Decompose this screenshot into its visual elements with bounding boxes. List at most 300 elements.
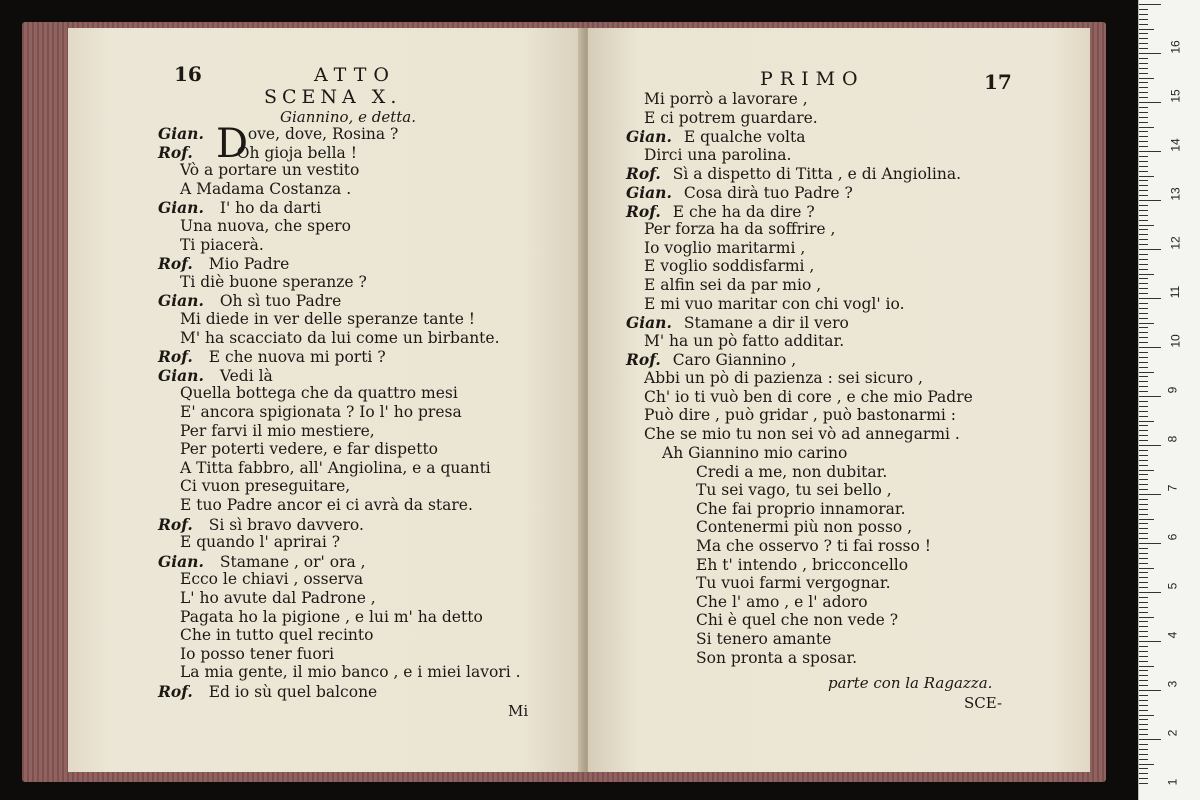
- right-catchword: SCE-: [964, 694, 1003, 712]
- ruler-tick: [1139, 303, 1148, 304]
- verse-line: [180, 608, 483, 626]
- ruler-tick: [1139, 293, 1148, 294]
- verse-text: Pagata ho la pigione , e lui m' ha detto: [180, 607, 483, 626]
- verse-text: Dirci una parolina.: [644, 145, 792, 164]
- ruler-tick: [1139, 474, 1148, 475]
- ruler-tick: [1139, 53, 1161, 54]
- ruler-tick: [1139, 553, 1148, 554]
- ruler-tick: [1139, 430, 1148, 431]
- speaker-label: Gian.: [626, 313, 672, 333]
- verse-line: [180, 663, 521, 681]
- drop-cap: D: [216, 121, 249, 167]
- ruler-tick: [1139, 156, 1148, 157]
- ruler-tick: [1139, 538, 1148, 539]
- ruler-tick: [1139, 450, 1148, 451]
- ruler-number: 13: [1168, 187, 1183, 201]
- verse-line: [180, 329, 500, 347]
- ruler-number: 14: [1168, 138, 1183, 152]
- ruler-tick: [1139, 479, 1148, 480]
- speaker-label: Rof.: [158, 682, 193, 701]
- ruler-tick: [1139, 666, 1154, 667]
- ruler-number: 3: [1165, 680, 1180, 688]
- ruler-tick: [1139, 739, 1161, 740]
- ruler-number: 7: [1165, 484, 1180, 492]
- ruler-tick: [1139, 327, 1148, 328]
- ruler-tick: [1139, 519, 1154, 520]
- ruler-tick: [1139, 470, 1154, 471]
- ruler-tick: [1139, 514, 1148, 515]
- ruler-tick: [1139, 362, 1148, 363]
- speaker-label: Gian.: [158, 198, 204, 218]
- ruler-tick: [1139, 621, 1148, 622]
- verse-text: Si sì bravo davvero.: [208, 515, 364, 534]
- ruler-tick: [1139, 548, 1148, 549]
- verse-text: Ch' io ti vuò ben di core , e che mio Padre: [644, 387, 973, 406]
- verse-text: E' ancora spigionata ? Io l' ho presa: [180, 403, 462, 421]
- ruler-tick: [1139, 396, 1161, 397]
- ruler-tick: [1139, 308, 1148, 309]
- verse-text: A Madama Costanza .: [180, 179, 352, 198]
- ruler-tick: [1139, 372, 1154, 373]
- verse-text: La mia gente, il mio banco , e i miei lavori .: [180, 663, 521, 682]
- verse-line: [158, 515, 364, 534]
- ruler-tick: [1139, 607, 1148, 608]
- verse-line: [158, 291, 341, 310]
- verse-text: Per farvi il mio mestiere,: [180, 421, 375, 440]
- ruler-tick: [1139, 342, 1148, 343]
- ruler-tick: [1139, 171, 1148, 172]
- ruler-tick: [1139, 259, 1148, 260]
- ruler-tick: [1139, 332, 1148, 333]
- ruler-tick: [1139, 131, 1148, 132]
- ruler-tick: [1139, 274, 1154, 275]
- ruler-tick: [1139, 136, 1148, 137]
- show-through-text: [368, 178, 373, 196]
- ruler-number: 9: [1165, 386, 1180, 394]
- verse-text: Io voglio maritarmi ,: [644, 238, 806, 257]
- left-running-head: ATTO: [314, 64, 396, 86]
- verse-text: Ecco le chiavi , osserva: [180, 570, 364, 589]
- verse-text: Stamane , or' ora ,: [219, 552, 366, 571]
- ruler-tick: [1139, 587, 1148, 588]
- ruler-tick: [1139, 602, 1148, 603]
- ruler-tick: [1139, 24, 1148, 25]
- verse-text: E voglio soddisfarmi ,: [644, 257, 815, 276]
- verse-text: E mi vuo maritar con chi vogl' io.: [644, 294, 905, 313]
- ruler-tick: [1139, 254, 1148, 255]
- ruler-tick: [1139, 82, 1148, 83]
- ruler-tick: [1139, 778, 1148, 779]
- verse-text: Mi porrò a lavorare ,: [644, 90, 808, 108]
- ruler-tick: [1139, 337, 1148, 338]
- ruler-tick: [1139, 112, 1148, 113]
- ruler-tick: [1139, 19, 1148, 20]
- verse-line: [644, 295, 905, 313]
- ruler-tick: [1139, 646, 1148, 647]
- verse-line: [644, 257, 814, 275]
- ruler-tick: [1139, 264, 1148, 265]
- ruler-tick: [1139, 29, 1154, 30]
- verse-line: [180, 477, 350, 495]
- speaker-label: Rof.: [158, 347, 193, 367]
- ruler-tick: [1139, 146, 1148, 147]
- verse-text: E qualche volta: [683, 128, 806, 147]
- ruler-tick: [1139, 205, 1148, 206]
- ruler-tick: [1139, 391, 1148, 392]
- speaker-label: Rof.: [626, 164, 661, 184]
- ruler-tick: [1139, 528, 1148, 529]
- verse-line: [180, 161, 359, 179]
- verse-text: E alfin sei da par mio ,: [644, 276, 822, 294]
- ruler-tick: [1139, 749, 1148, 750]
- speaker-label: Gian.: [158, 124, 204, 143]
- verse-line: [158, 143, 357, 162]
- verse-line: [644, 406, 956, 424]
- ruler-tick: [1139, 425, 1148, 426]
- verse-text: E che ha da dire ?: [672, 202, 815, 221]
- ruler-tick: [1139, 347, 1161, 348]
- verse-line: [626, 350, 796, 369]
- ruler-tick: [1139, 180, 1148, 181]
- verse-line: [158, 552, 366, 571]
- ruler-tick: [1139, 656, 1148, 657]
- verse-line: [158, 254, 289, 273]
- verse-line: [644, 239, 805, 257]
- verse-text: A Titta fabbro, all' Angiolina, e a quanti: [180, 458, 491, 477]
- ruler-tick: [1139, 406, 1148, 407]
- aria-line: Contenermi più non posso ,: [696, 518, 913, 537]
- ruler-tick: [1139, 626, 1148, 627]
- ruler-tick: [1139, 68, 1148, 69]
- verse-line: [158, 198, 321, 217]
- ruler-tick: [1139, 127, 1154, 128]
- verse-text: Vò a portare un vestito: [180, 161, 360, 180]
- verse-line: [180, 589, 376, 607]
- ruler-tick: [1139, 323, 1154, 324]
- ruler-tick: [1139, 744, 1148, 745]
- aria-line: Eh t' intendo , bricconcello: [696, 555, 909, 574]
- ruler-tick: [1139, 455, 1148, 456]
- ruler-tick: [1139, 210, 1148, 211]
- ruler-tick: [1139, 710, 1148, 711]
- ruler-number: 10: [1168, 334, 1183, 348]
- verse-text: Una nuova, che spero: [180, 217, 351, 235]
- ruler-tick: [1139, 563, 1148, 564]
- aria-line: Che l' amo , e l' adoro: [696, 592, 868, 611]
- ruler-tick: [1139, 161, 1148, 162]
- ruler-tick: [1139, 715, 1154, 716]
- ruler-tick: [1139, 695, 1148, 696]
- ruler-tick: [1139, 78, 1154, 79]
- ruler-tick: [1139, 278, 1148, 279]
- ruler-tick: [1139, 494, 1161, 495]
- aria-line: Si tenero amante: [696, 630, 832, 648]
- verse-line: [626, 164, 961, 183]
- ruler-number: 6: [1165, 533, 1180, 541]
- ruler-tick: [1139, 729, 1148, 730]
- verse-text: I' ho da darti: [219, 199, 322, 218]
- verse-line: [180, 236, 264, 254]
- speaker-label: Gian.: [158, 551, 204, 571]
- ruler-tick: [1139, 376, 1148, 377]
- verse-line: [180, 384, 458, 402]
- right-page: [588, 28, 1090, 772]
- ruler-tick: [1139, 151, 1161, 152]
- ruler-number: 12: [1168, 236, 1183, 250]
- ruler-tick: [1139, 14, 1148, 15]
- ruler-tick: [1139, 435, 1148, 436]
- ruler-tick: [1139, 636, 1148, 637]
- ruler-tick: [1139, 313, 1148, 314]
- speaker-label: Rof.: [158, 514, 193, 534]
- speaker-label: Gian.: [626, 127, 672, 147]
- ruler-tick: [1139, 445, 1161, 446]
- ruler-tick: [1139, 87, 1148, 88]
- verse-text: Io posso tener fuori: [180, 644, 335, 663]
- ruler-tick: [1139, 122, 1148, 123]
- ruler-tick: [1139, 499, 1148, 500]
- ruler-tick: [1139, 9, 1148, 10]
- ruler-tick: [1139, 523, 1148, 524]
- verse-line: [180, 570, 363, 588]
- verse-line: [158, 124, 398, 143]
- ruler-tick: [1139, 63, 1148, 64]
- verse-line: [644, 425, 960, 443]
- ruler-tick: [1139, 166, 1148, 167]
- ruler-tick: [1139, 700, 1148, 701]
- ruler-tick: [1139, 298, 1161, 299]
- verse-text: Sì a dispetto di Titta , e di Angiolina.: [672, 165, 961, 184]
- verse-text: Abbi un pò di pazienza : sei sicuro ,: [644, 369, 923, 387]
- ruler-tick: [1139, 465, 1148, 466]
- ruler-tick: [1139, 200, 1161, 201]
- verse-line: [644, 276, 821, 294]
- ruler-tick: [1139, 92, 1148, 93]
- ruler-tick: [1139, 176, 1154, 177]
- aria-line: Credi a me, non dubitar.: [696, 462, 888, 481]
- ruler-tick: [1139, 724, 1148, 725]
- verse-text: Che se mio tu non sei vò ad annegarmi .: [644, 424, 960, 443]
- ruler-tick: [1139, 577, 1148, 578]
- ruler-tick: [1139, 318, 1148, 319]
- verse-text: Mio Padre: [208, 255, 290, 274]
- ruler-tick: [1139, 386, 1148, 387]
- stage-direction: parte con la Ragazza.: [828, 674, 993, 692]
- ruler-tick: [1139, 734, 1148, 735]
- ruler-tick: [1139, 220, 1148, 221]
- ruler-tick: [1139, 249, 1161, 250]
- ruler-tick: [1139, 215, 1148, 216]
- left-catchword: Mi: [508, 702, 529, 720]
- ruler-tick: [1139, 43, 1148, 44]
- verse-line: [180, 440, 438, 458]
- verse-line: [644, 220, 835, 238]
- ruler-tick: [1139, 239, 1148, 240]
- verse-text: Ti diè buone speranze ?: [180, 272, 367, 291]
- ruler-tick: [1139, 651, 1148, 652]
- verse-text: Vedi là: [219, 366, 273, 385]
- right-running-head: PRIMO: [760, 68, 865, 90]
- ruler-tick: [1139, 117, 1148, 118]
- aria-line: Chi è quel che non vede ?: [696, 611, 899, 630]
- ruler-tick: [1139, 783, 1148, 784]
- ruler-tick: [1139, 190, 1148, 191]
- verse-line: [644, 332, 844, 350]
- verse-line: [180, 180, 351, 198]
- ruler-number: 1: [1165, 778, 1180, 786]
- aria-line: Tu vuoi farmi vergognar.: [696, 574, 891, 593]
- verse-text: Ed io sù quel balcone: [208, 683, 378, 701]
- ruler-tick: [1139, 229, 1148, 230]
- verse-text: Ti piacerà.: [180, 235, 264, 254]
- verse-text: E quando l' aprirai ?: [180, 533, 341, 552]
- verse-text: L' ho avute dal Padrone ,: [180, 589, 376, 607]
- verse-text: E che nuova mi porti ?: [208, 348, 386, 367]
- ruler-tick: [1139, 533, 1148, 534]
- ruler-tick: [1139, 225, 1154, 226]
- ruler-tick: [1139, 582, 1148, 583]
- verse-line: [180, 626, 373, 644]
- left-page: [68, 28, 584, 772]
- verse-line: [158, 347, 386, 366]
- verse-text: Caro Giannino ,: [672, 351, 797, 370]
- verse-text: Può dire , può gridar , può bastonarmi :: [644, 406, 956, 425]
- verse-line: [626, 127, 805, 146]
- aria-line: Ah Giannino mio carino: [662, 444, 848, 462]
- ruler-tick: [1139, 421, 1154, 422]
- verse-text: M' ha scacciato da lui come un birbante.: [180, 328, 500, 347]
- ruler-tick: [1139, 440, 1148, 441]
- ruler-tick: [1139, 269, 1148, 270]
- verse-line: [644, 146, 791, 164]
- ruler-tick: [1139, 357, 1148, 358]
- ruler-tick: [1139, 504, 1148, 505]
- speaker-label: Rof.: [626, 201, 661, 221]
- speaker-label: Rof.: [158, 142, 193, 162]
- ruler-tick: [1139, 641, 1161, 642]
- ruler-tick: [1139, 367, 1148, 368]
- ruler-tick: [1139, 244, 1148, 245]
- verse-line: [180, 459, 491, 477]
- ruler-tick: [1139, 690, 1161, 691]
- ruler-tick: [1139, 48, 1148, 49]
- ruler-tick: [1139, 288, 1148, 289]
- left-page-number: 16: [174, 62, 202, 86]
- ruler-tick: [1139, 58, 1148, 59]
- aria-line: Son pronta a sposar.: [696, 648, 858, 667]
- verse-line: [180, 496, 473, 514]
- ruler-tick: [1139, 460, 1148, 461]
- verse-line: [626, 202, 815, 221]
- ruler-number: 8: [1165, 435, 1180, 443]
- ruler-tick: [1139, 352, 1148, 353]
- verse-text: Per poterti vedere, e far dispetto: [180, 440, 439, 459]
- ruler-number: 4: [1165, 631, 1180, 639]
- speaker-label: Rof.: [158, 254, 193, 274]
- ruler-tick: [1139, 764, 1154, 765]
- verse-line: [158, 366, 273, 385]
- verse-text: Ci vuon preseguitare,: [180, 477, 351, 496]
- ruler-tick: [1139, 773, 1148, 774]
- verse-line: [180, 310, 475, 328]
- verse-text: M' ha un pò fatto additar.: [644, 331, 845, 350]
- verse-text: Oh gioja bella !: [236, 143, 357, 162]
- ruler-tick: [1139, 401, 1148, 402]
- ruler-tick: [1139, 411, 1148, 412]
- ruler-tick: [1139, 185, 1148, 186]
- ruler-tick: [1139, 33, 1148, 34]
- ruler-number: 5: [1165, 582, 1180, 590]
- ruler-tick: [1139, 617, 1154, 618]
- ruler-tick: [1139, 597, 1148, 598]
- ruler-tick: [1139, 705, 1148, 706]
- scene-personae: Giannino, e detta.: [280, 108, 416, 126]
- ruler-tick: [1139, 195, 1148, 196]
- ruler-tick: [1139, 568, 1154, 569]
- ruler-tick: [1139, 670, 1148, 671]
- ruler-tick: [1139, 612, 1148, 613]
- speaker-label: Gian.: [158, 365, 204, 385]
- verse-text: ove, dove, Rosina ?: [247, 125, 399, 143]
- ruler-number: 2: [1165, 729, 1180, 737]
- ruler-tick: [1139, 107, 1148, 108]
- ruler-tick: [1139, 38, 1148, 39]
- ruler-number: 16: [1168, 40, 1183, 54]
- speaker-label: Rof.: [626, 350, 661, 370]
- ruler-number: 11: [1168, 285, 1183, 299]
- verse-line: [644, 369, 923, 387]
- speaker-label: Gian.: [626, 183, 672, 202]
- ruler-tick: [1139, 97, 1148, 98]
- verse-line: [180, 422, 375, 440]
- verse-line: [180, 533, 340, 551]
- ruler-tick: [1139, 484, 1148, 485]
- ruler-tick: [1139, 719, 1148, 720]
- verse-text: Che in tutto quel recinto: [180, 626, 374, 645]
- ruler-number: 15: [1168, 89, 1183, 103]
- ruler-tick: [1139, 489, 1148, 490]
- verse-line: [180, 645, 334, 663]
- ruler-tick: [1139, 661, 1148, 662]
- ruler-tick: [1139, 4, 1161, 5]
- speaker-label: Gian.: [158, 291, 204, 311]
- ruler-tick: [1139, 283, 1148, 284]
- ruler-tick: [1139, 416, 1148, 417]
- verse-line: [626, 313, 849, 332]
- aria-line: Tu sei vago, tu sei bello ,: [696, 481, 892, 500]
- right-page-number: 17: [984, 70, 1012, 94]
- ruler-tick: [1139, 381, 1148, 382]
- ruler-tick: [1139, 592, 1161, 593]
- verse-text: E ci potrem guardare.: [644, 108, 818, 127]
- ruler-tick: [1139, 685, 1148, 686]
- ruler-tick: [1139, 102, 1161, 103]
- ruler-tick: [1139, 509, 1148, 510]
- scene-heading: SCENA X.: [264, 86, 402, 108]
- ruler-tick: [1139, 572, 1148, 573]
- ruler-tick: [1139, 558, 1148, 559]
- verse-text: Cosa dirà tuo Padre ?: [683, 184, 853, 202]
- ruler-tick: [1139, 675, 1148, 676]
- verse-text: Oh sì tuo Padre: [219, 292, 342, 311]
- ruler-tick: [1139, 631, 1148, 632]
- verse-line: [644, 388, 973, 406]
- verse-line: [644, 90, 808, 108]
- verse-text: Stamane a dir il vero: [683, 314, 849, 333]
- ruler-tick: [1139, 73, 1148, 74]
- verse-line: [180, 217, 351, 235]
- verse-text: E tuo Padre ancor ei ci avrà da stare.: [180, 496, 473, 514]
